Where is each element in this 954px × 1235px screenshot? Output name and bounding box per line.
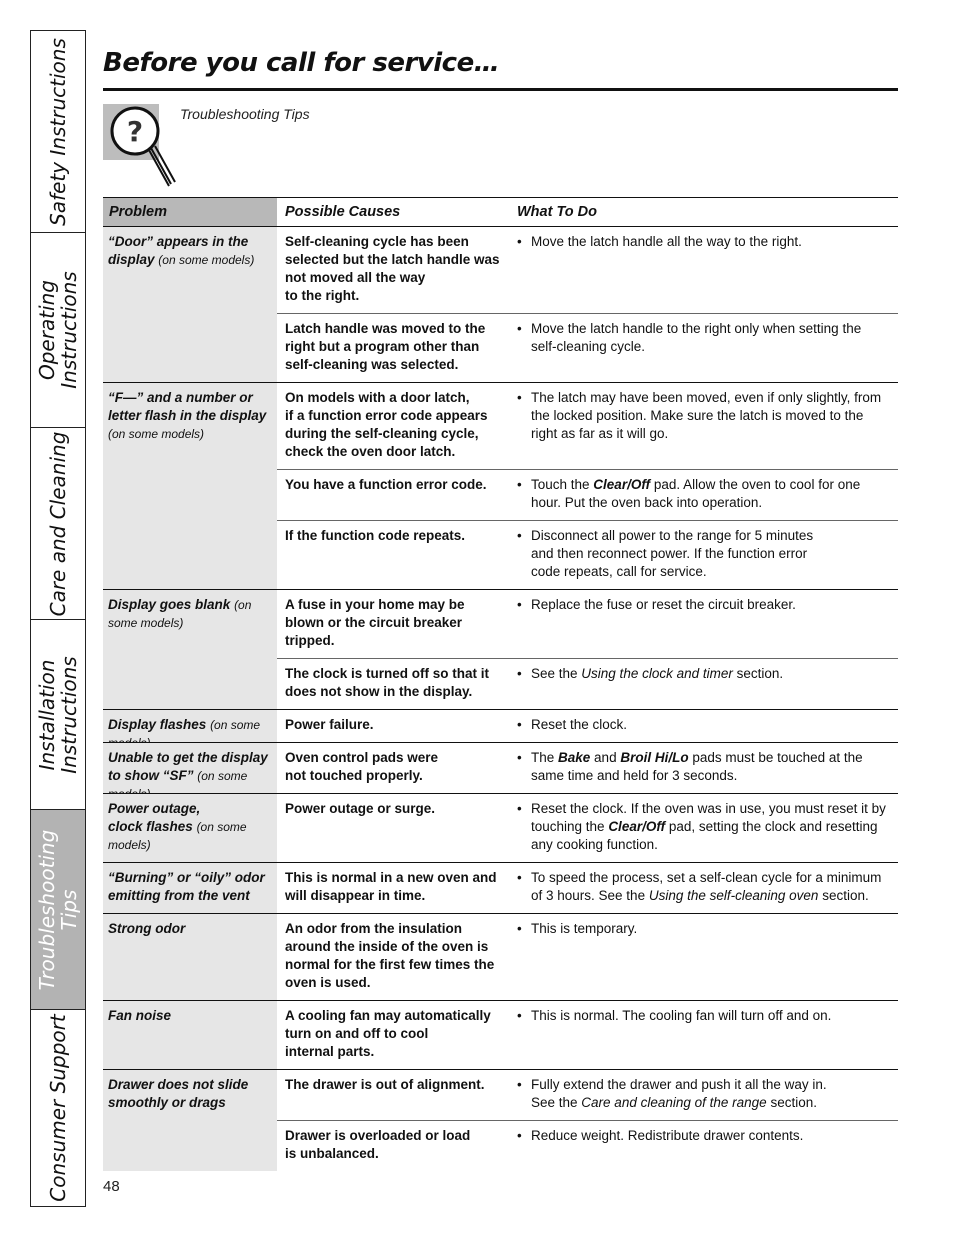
tab-care-and-cleaning[interactable] xyxy=(31,428,85,620)
todo-text xyxy=(531,1076,890,1112)
pad-name: Broil Hi/Lo xyxy=(620,750,689,765)
bullet-icon: • xyxy=(517,597,522,612)
problem-cell xyxy=(103,794,277,862)
todo-cell xyxy=(507,227,898,313)
table-row-group xyxy=(103,914,898,1001)
bullet-icon: • xyxy=(517,1008,522,1023)
bullet-icon: • xyxy=(517,801,522,816)
todo-cell xyxy=(507,914,898,1000)
bullet-icon: • xyxy=(517,750,522,765)
tab-installation-instructions[interactable] xyxy=(31,620,85,810)
problem-note: (on some xyxy=(210,718,261,732)
bullet-icon: • xyxy=(517,234,522,249)
problem-cell xyxy=(103,383,277,589)
problem-text: Unable to get the display to show “SF” xyxy=(108,750,268,783)
problem-note: (on some models) xyxy=(108,427,205,441)
table-row-group xyxy=(103,227,898,383)
bullet-icon: • xyxy=(517,1128,522,1143)
cause-rows xyxy=(277,863,898,913)
cause-rows xyxy=(277,794,898,862)
cause-rows xyxy=(277,1070,898,1171)
bullet-icon: • xyxy=(517,870,522,885)
header-causes: Possible Causes xyxy=(285,204,401,220)
bullet-icon: • xyxy=(517,921,522,936)
todo-cell xyxy=(507,710,898,742)
table-body xyxy=(103,227,898,1171)
cause-rows xyxy=(277,914,898,1000)
problem-text: “Door” appears in the display xyxy=(108,234,249,267)
tab-label: Installation Instructions xyxy=(35,655,81,774)
todo-text xyxy=(531,665,890,701)
todo-fragment: pads must be touched at the same time and held for 3 seconds. xyxy=(531,750,863,783)
table-row xyxy=(277,470,898,521)
cause-cell: A cooling fan may automatically turn on and off to cool internal parts. xyxy=(285,1008,491,1059)
table-row xyxy=(277,863,898,913)
cause-cell: An odor from the insulation around the inside of the oven is normal for the first few times the oven is used. xyxy=(285,921,495,990)
problem-cell xyxy=(103,1001,277,1069)
problem-text: Power outage, clock flashes xyxy=(108,801,201,834)
tab-operating-instructions[interactable] xyxy=(31,233,85,428)
table-row xyxy=(277,521,898,589)
title-divider xyxy=(103,88,898,91)
todo-text: This is temporary. xyxy=(531,921,638,936)
pad-name: Clear/Off xyxy=(593,477,651,492)
todo-text: Reset the clock. xyxy=(531,717,628,732)
cause-cell: Latch handle was moved to the right but a program other than self-cleaning was selected. xyxy=(285,321,486,372)
tab-troubleshooting-tips[interactable] xyxy=(31,810,85,1010)
table-row xyxy=(277,914,898,1000)
problem-cell xyxy=(103,863,277,913)
problem-text: Display flashes xyxy=(108,717,207,732)
todo-text xyxy=(531,749,890,785)
problem-cell xyxy=(103,743,277,793)
problem-text: Display goes blank xyxy=(108,597,231,612)
cause-rows xyxy=(277,710,898,742)
tab-label: Safety Instructions xyxy=(46,37,70,226)
table-row xyxy=(277,743,898,793)
todo-cell xyxy=(507,1070,898,1120)
table-row xyxy=(277,590,898,659)
bullet-icon: • xyxy=(517,1077,522,1092)
section-reference: Using the clock and timer xyxy=(581,666,733,681)
todo-text: Replace the fuse or reset the circuit breaker. xyxy=(531,597,796,612)
table-row xyxy=(277,1121,898,1171)
problem-text: Strong odor xyxy=(108,921,186,936)
cause-cell: Power failure. xyxy=(285,717,374,732)
table-row xyxy=(277,1001,898,1069)
section-subtitle: Troubleshooting Tips xyxy=(180,106,310,122)
problem-text: “F—” and a number or letter flash in the display xyxy=(108,390,267,423)
problem-cell xyxy=(103,590,277,709)
problem-note: (on some models) xyxy=(108,820,247,852)
table-row xyxy=(277,227,898,314)
todo-fragment: pad. Allow the oven to cool for one hour. Put the oven back into operation. xyxy=(531,477,861,510)
table-row xyxy=(277,1070,898,1121)
todo-cell xyxy=(507,590,898,658)
svg-text:?: ? xyxy=(126,115,144,148)
question-magnifier-icon xyxy=(103,104,179,188)
page-number: 48 xyxy=(103,1178,120,1195)
todo-fragment: Reset the clock. If the oven was in use, you must reset it by touching the xyxy=(531,801,886,834)
todo-fragment: See the xyxy=(531,666,582,681)
tab-label: Consumer Support xyxy=(46,1014,70,1202)
cause-cell: Self-cleaning cycle has been selected but the latch handle was not moved all the way to the right. xyxy=(285,234,500,303)
tab-label: Operating Instructions xyxy=(35,271,81,389)
todo-fragment: To speed the process, set a self-clean cycle for a minimum of 3 hours. See the xyxy=(531,870,882,903)
todo-fragment: pad, setting the clock and resetting any cooking function. xyxy=(531,819,878,852)
problem-cell xyxy=(103,1070,277,1171)
section-reference: Care and cleaning of the range xyxy=(581,1095,767,1110)
todo-text xyxy=(531,800,890,854)
problem-cell xyxy=(103,710,277,742)
cause-rows xyxy=(277,383,898,589)
tab-safety-instructions[interactable] xyxy=(31,31,85,233)
tab-consumer-support[interactable] xyxy=(31,1010,85,1206)
todo-text: Reduce weight. Redistribute drawer contents. xyxy=(531,1128,804,1143)
todo-text: Move the latch handle to the right only when setting the self-cleaning cycle. xyxy=(531,321,862,354)
todo-cell xyxy=(507,1121,898,1171)
cause-cell: The drawer is out of alignment. xyxy=(285,1077,485,1092)
todo-cell xyxy=(507,863,898,913)
todo-fragment: section. xyxy=(732,666,784,681)
table-row-group xyxy=(103,590,898,710)
cause-cell: Drawer is overloaded or load is unbalanced. xyxy=(285,1128,471,1161)
cause-rows xyxy=(277,590,898,709)
bullet-icon: • xyxy=(517,321,522,336)
problem-note: (on some models) xyxy=(108,598,252,630)
cause-cell: A fuse in your home may be blown or the circuit breaker tripped. xyxy=(285,597,465,648)
cause-cell: You have a function error code. xyxy=(285,477,487,492)
cause-cell: The clock is turned off so that it does not show in the display. xyxy=(285,666,490,699)
todo-cell xyxy=(507,743,898,793)
todo-cell xyxy=(507,794,898,862)
bullet-icon: • xyxy=(517,666,522,681)
tab-label: Care and Cleaning xyxy=(46,431,70,616)
table-row-group xyxy=(103,1070,898,1171)
problem-text: “Burning” or “oily” odor emitting from the vent xyxy=(108,870,265,903)
section-reference: Using the self-cleaning oven xyxy=(648,888,819,903)
table-header xyxy=(103,197,898,227)
pad-name: Bake xyxy=(558,750,591,765)
table-row-group xyxy=(103,794,898,863)
table-row xyxy=(277,794,898,862)
todo-fragment: section. xyxy=(766,1095,817,1110)
todo-fragment: section. xyxy=(818,888,869,903)
todo-cell xyxy=(507,521,898,589)
header-todo: What To Do xyxy=(517,204,597,220)
page-title: Before you call for service… xyxy=(103,48,500,78)
problem-cell xyxy=(103,914,277,1000)
cause-cell: If the function code repeats. xyxy=(285,528,466,543)
todo-cell xyxy=(507,314,898,382)
table-row-group xyxy=(103,1001,898,1070)
todo-cell xyxy=(507,1001,898,1069)
problem-cell xyxy=(103,227,277,382)
todo-text: This is normal. The cooling fan will turn off and on. xyxy=(531,1008,832,1023)
problem-note: (on some xyxy=(197,769,248,783)
cause-rows xyxy=(277,1001,898,1069)
todo-fragment: Fully extend the drawer and push it all the way in. See the xyxy=(531,1077,827,1110)
table-row-group xyxy=(103,710,898,743)
cause-cell: This is normal in a new oven and will disappear in time. xyxy=(285,870,497,903)
pad-name: Clear/Off xyxy=(608,819,666,834)
todo-fragment: Touch the xyxy=(531,477,594,492)
problem-text: Fan noise xyxy=(108,1008,172,1023)
table-row xyxy=(277,710,898,742)
table-row xyxy=(277,383,898,470)
problem-note: (on some models) xyxy=(158,253,255,267)
cause-cell: Power outage or surge. xyxy=(285,801,436,816)
todo-fragment: The xyxy=(531,750,559,765)
todo-text: Disconnect all power to the range for 5 minutes and then reconnect power. If the function error code repeats, call for service. xyxy=(531,528,814,579)
table-row xyxy=(277,659,898,709)
todo-cell xyxy=(507,470,898,520)
bullet-icon: • xyxy=(517,717,522,732)
bullet-icon: • xyxy=(517,477,522,492)
troubleshooting-table xyxy=(103,197,898,1171)
bullet-icon: • xyxy=(517,528,522,543)
cause-cell: Oven control pads were not touched properly. xyxy=(285,750,439,783)
section-tabs xyxy=(30,30,86,1207)
cause-rows xyxy=(277,743,898,793)
table-row xyxy=(277,314,898,382)
table-row-group xyxy=(103,743,898,794)
todo-cell xyxy=(507,659,898,709)
todo-fragment: and xyxy=(590,750,621,765)
todo-text xyxy=(531,869,890,905)
todo-cell xyxy=(507,383,898,469)
todo-text: The latch may have been moved, even if only slightly, from the locked position. Make sure the latch is moved to the right as far as it will go. xyxy=(531,390,882,441)
todo-text xyxy=(531,476,890,512)
tab-label: Troubleshooting Tips xyxy=(35,829,81,990)
table-row-group xyxy=(103,863,898,914)
bullet-icon: • xyxy=(517,390,522,405)
cause-rows xyxy=(277,227,898,382)
table-row-group xyxy=(103,383,898,590)
problem-text: Drawer does not slide smoothly or drags xyxy=(108,1077,249,1110)
header-problem: Problem xyxy=(103,198,277,226)
todo-text: Move the latch handle all the way to the right. xyxy=(531,234,802,249)
cause-cell: On models with a door latch, if a function error code appears during the self-cleaning cycle, check the oven door latch. xyxy=(285,390,488,459)
